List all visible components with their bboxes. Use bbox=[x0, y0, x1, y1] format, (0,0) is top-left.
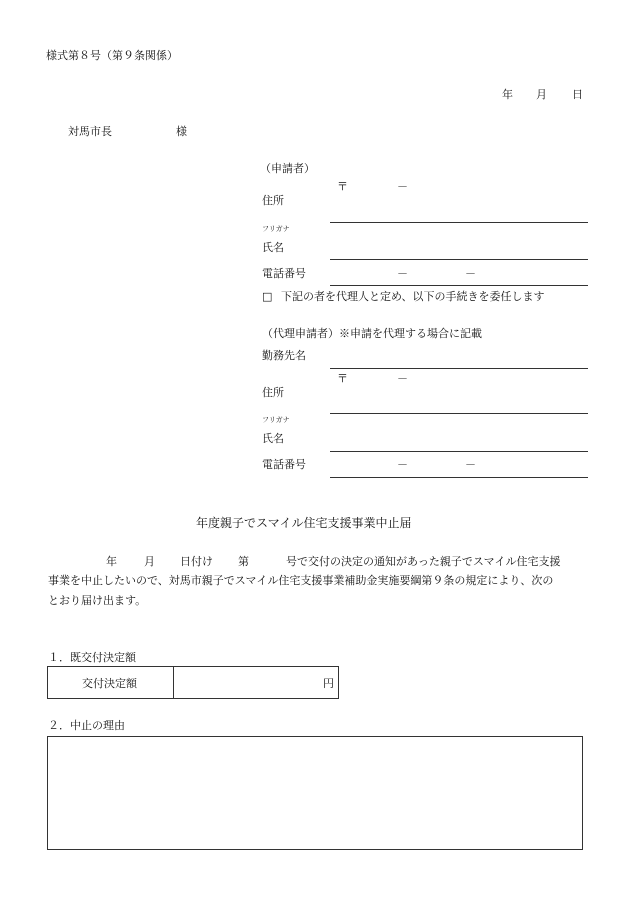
body-year-label: 年 bbox=[106, 555, 117, 568]
cancellation-reason-box[interactable] bbox=[47, 736, 583, 850]
proxy-furigana-label: フリガナ bbox=[262, 416, 290, 424]
proxy-postal-mark: 〒 bbox=[337, 372, 348, 385]
section2-heading: ２．中止の理由 bbox=[48, 719, 125, 732]
addressee-honorific: 様 bbox=[176, 125, 187, 138]
applicant-name-label: 氏名 bbox=[262, 241, 284, 254]
proxy-name-label: 氏名 bbox=[262, 432, 284, 445]
proxy-address-label: 住所 bbox=[262, 386, 284, 399]
body-line2: 事業を中止したいので、対馬市親子でスマイル住宅支援事業補助金実施要綱第９条の規定により、次の bbox=[48, 574, 554, 587]
addressee-title: 対馬市長 bbox=[68, 125, 112, 138]
proxy-postal-dash: － bbox=[397, 372, 408, 385]
applicant-furigana-label: フリガナ bbox=[262, 225, 290, 233]
applicant-phone-dash-1: － bbox=[397, 267, 408, 280]
proxy-phone-dash-1: － bbox=[397, 458, 408, 471]
document-title: 年度親子でスマイル住宅支援事業中止届 bbox=[196, 516, 412, 530]
delegate-checkbox[interactable]: □ bbox=[262, 290, 273, 303]
body-line1-rest: 号で交付の決定の通知があった親子でスマイル住宅支援 bbox=[286, 555, 561, 568]
body-month-label: 月 bbox=[144, 555, 155, 568]
body-dai-label: 第 bbox=[238, 555, 249, 568]
proxy-name-line[interactable] bbox=[330, 451, 588, 452]
applicant-address-label: 住所 bbox=[262, 194, 284, 207]
applicant-heading: （申請者） bbox=[260, 162, 315, 175]
grant-amount-label: 交付決定額 bbox=[82, 677, 137, 690]
date-day-label: 日 bbox=[572, 88, 583, 101]
applicant-phone-line[interactable] bbox=[330, 285, 588, 286]
proxy-workplace-line[interactable] bbox=[330, 368, 588, 369]
grant-amount-divider bbox=[173, 667, 174, 698]
applicant-address-line[interactable] bbox=[330, 222, 588, 223]
proxy-address-line[interactable] bbox=[330, 413, 588, 414]
date-year-label: 年 bbox=[502, 88, 513, 101]
grant-amount-unit: 円 bbox=[323, 677, 334, 690]
applicant-name-line[interactable] bbox=[330, 259, 588, 260]
proxy-workplace-label: 勤務先名 bbox=[262, 349, 306, 362]
body-day-label: 日付け bbox=[180, 555, 213, 568]
proxy-heading: （代理申請者）※申請を代理する場合に記載 bbox=[262, 327, 482, 340]
proxy-phone-dash-2: － bbox=[465, 458, 476, 471]
date-month-label: 月 bbox=[536, 88, 547, 101]
delegate-text: 下記の者を代理人と定め、以下の手続きを委任します bbox=[281, 290, 545, 303]
applicant-postal-dash: － bbox=[397, 180, 408, 193]
applicant-phone-label: 電話番号 bbox=[262, 267, 306, 280]
section1-heading: １．既交付決定額 bbox=[48, 651, 136, 664]
body-line3: とおり届け出ます。 bbox=[48, 594, 147, 607]
applicant-postal-mark: 〒 bbox=[337, 180, 348, 193]
proxy-phone-label: 電話番号 bbox=[262, 458, 306, 471]
proxy-phone-line[interactable] bbox=[330, 477, 588, 478]
applicant-phone-dash-2: － bbox=[465, 267, 476, 280]
grant-amount-table bbox=[47, 666, 339, 699]
form-number: 様式第８号（第９条関係） bbox=[46, 49, 178, 62]
